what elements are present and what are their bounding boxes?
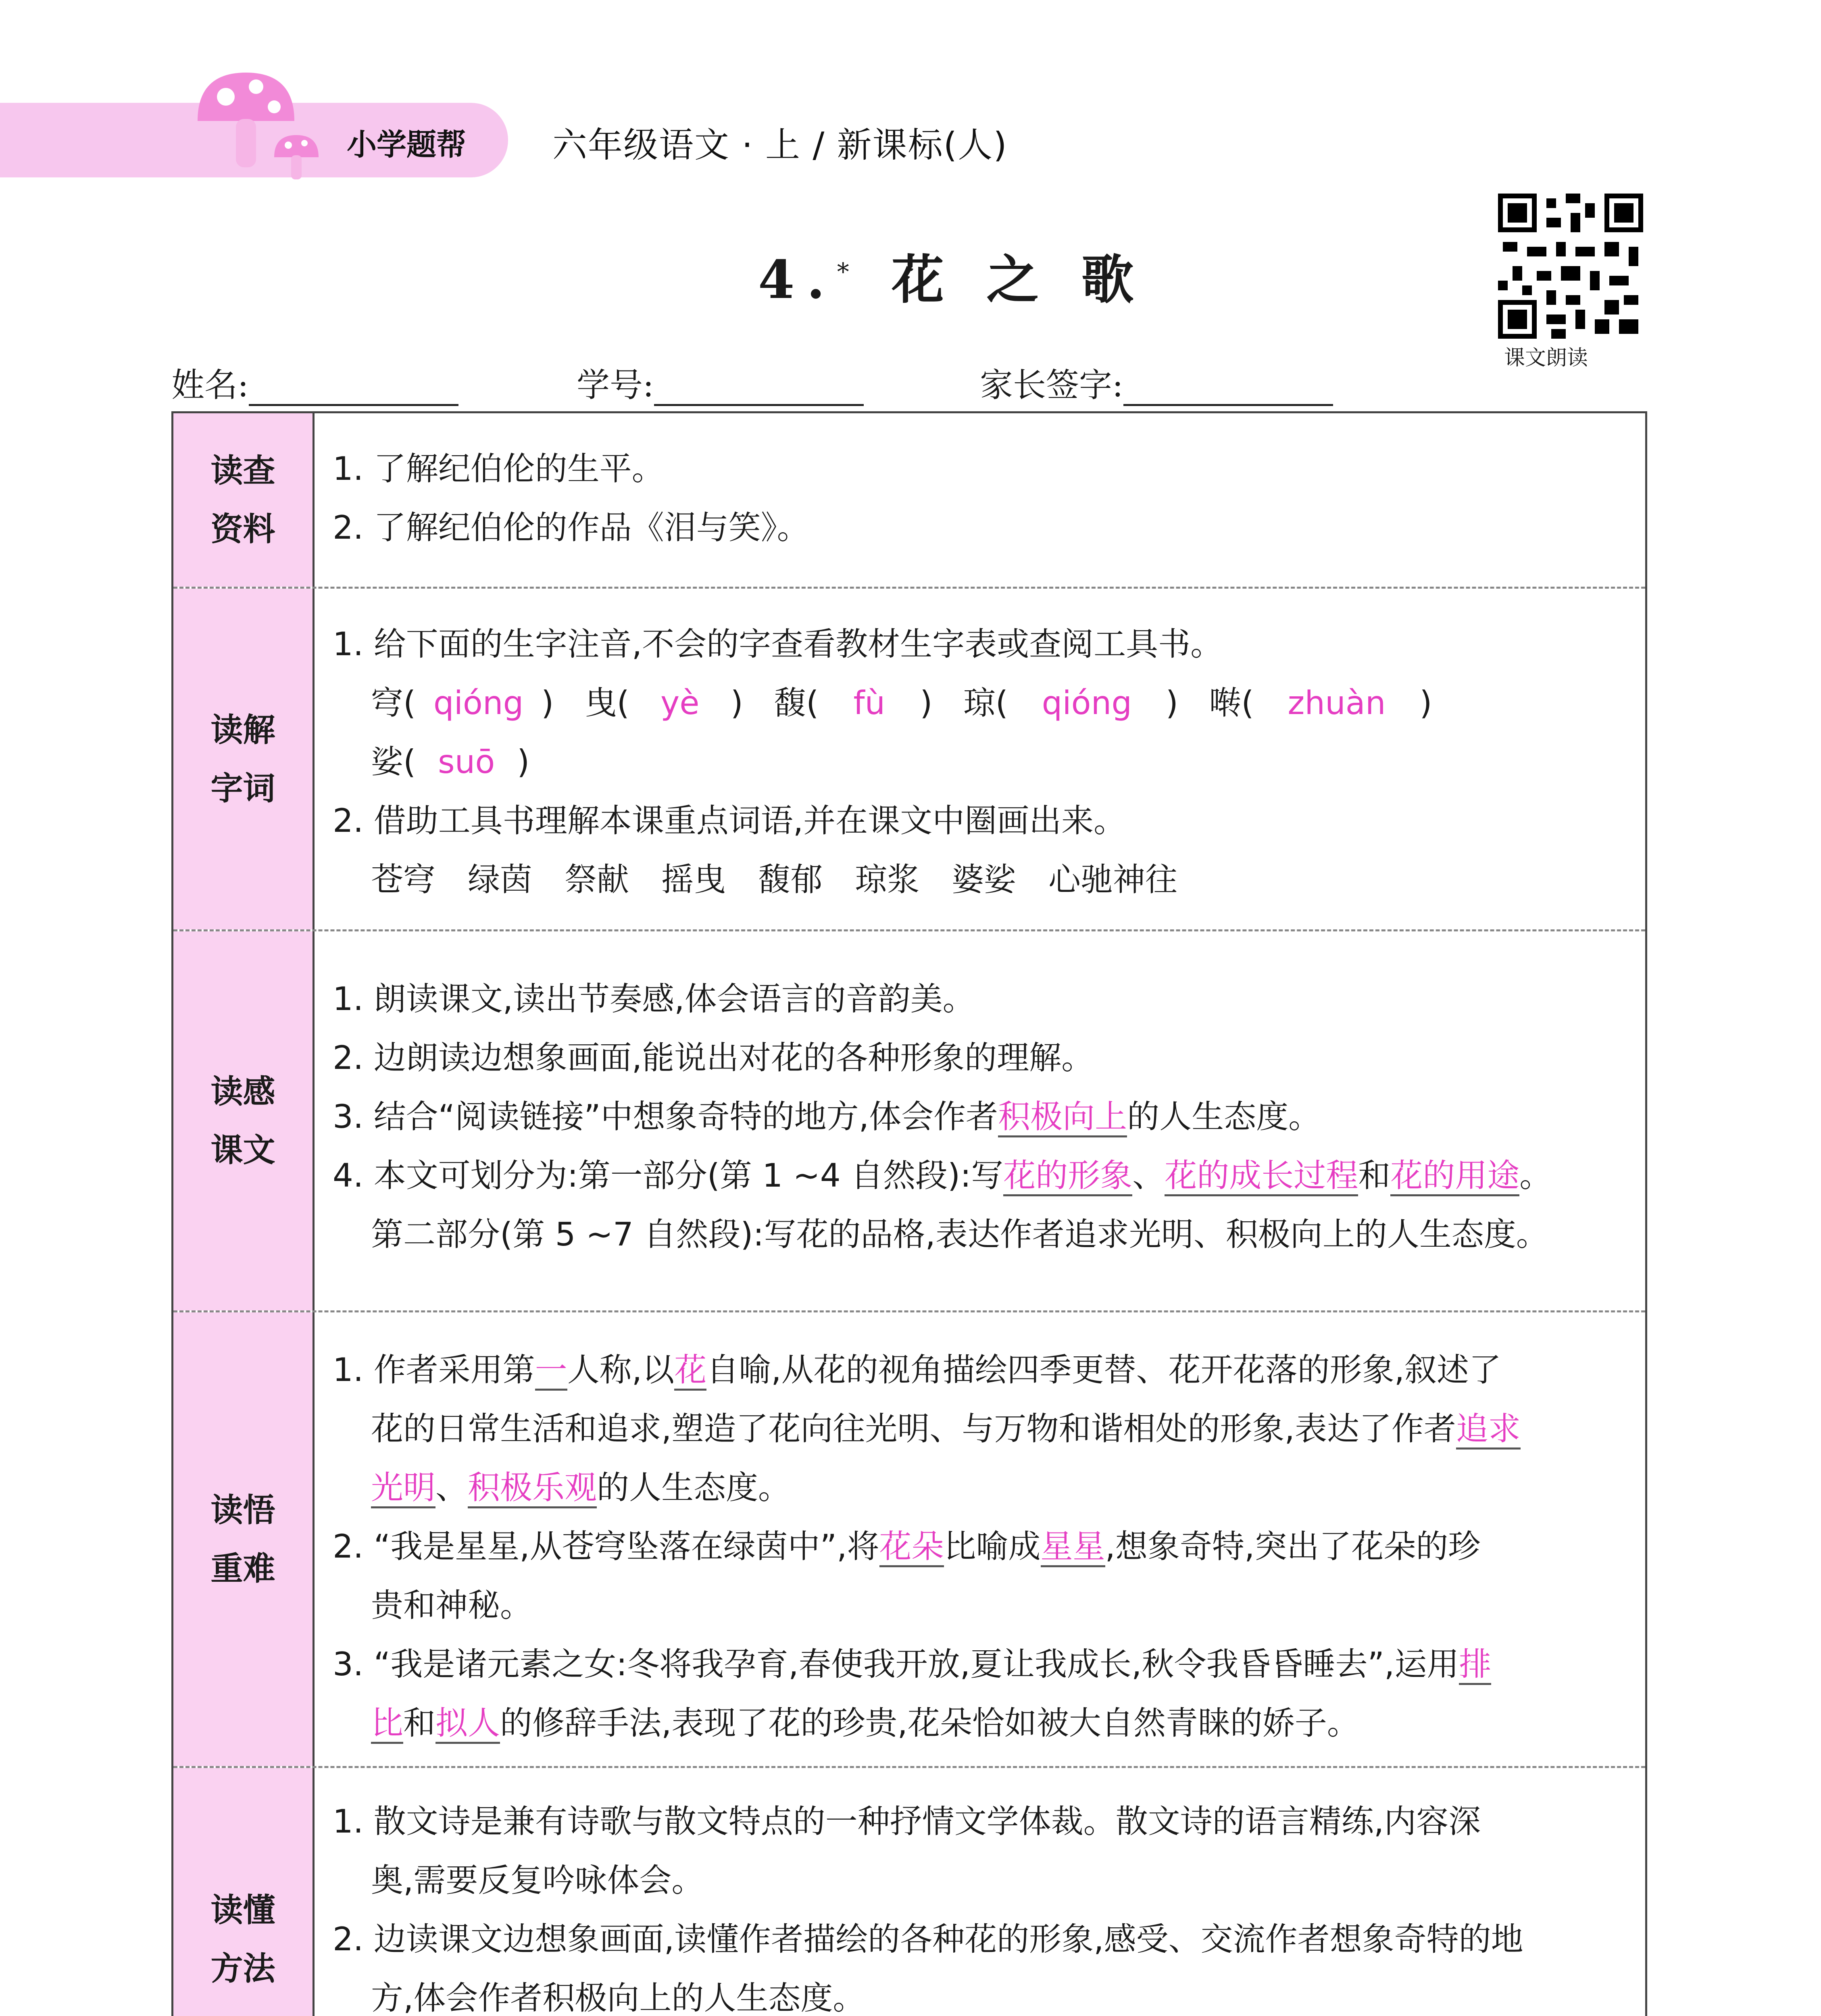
section-body: [333, 1341, 1629, 1753]
section-header-line: 读悟: [210, 1491, 275, 1529]
text: 、: [1132, 1157, 1165, 1194]
answer[interactable]: 花朵: [879, 1528, 944, 1567]
char: 琼: [963, 684, 996, 722]
section-header-line: 课文: [210, 1131, 275, 1169]
text: 和: [1358, 1157, 1391, 1194]
item-text: 1. 散文诗是兼有诗歌与散文特点的一种抒情文学体裁。散文诗的语言精练,内容深: [333, 1803, 1481, 1840]
answer[interactable]: 追求: [1456, 1410, 1521, 1450]
item-text: [333, 1517, 1629, 1576]
answer[interactable]: 光明: [371, 1469, 435, 1508]
parent-label: 家长签字:: [980, 366, 1123, 404]
answer[interactable]: 一: [535, 1351, 567, 1391]
item-text: 1. 朗读课文,读出节奏感,体会语言的音韵美。: [333, 980, 975, 1018]
pinyin-answer[interactable]: suō: [438, 743, 495, 781]
char: 曳: [584, 684, 617, 722]
section-body: [333, 970, 1629, 1264]
item-text: 2. 边读课文边想象画面,读懂作者描绘的各种花的形象,感受、交流作者想象奇特的地: [333, 1920, 1523, 1958]
name-field[interactable]: [171, 359, 458, 406]
text: 3. 结合“阅读链接”中想象奇特的地方,体会作者: [333, 1098, 998, 1135]
answer[interactable]: 花的形象: [1003, 1157, 1132, 1196]
section-header-line: 重难: [210, 1549, 275, 1587]
item-text: 1. 给下面的生字注音,不会的字查看教材生字表或查阅工具书。: [333, 625, 1223, 663]
section-body: [333, 615, 1629, 909]
section-research: [173, 413, 1645, 587]
section-header: [173, 589, 315, 929]
book-series: 六年级语文 · 上 ∕ 新课标(人): [552, 125, 1008, 165]
section-header-line: 资料: [210, 510, 275, 548]
qr-label: 课文朗读: [1504, 346, 1588, 370]
preview-table: [171, 411, 1647, 2016]
text: ,想象奇特,突出了花朵的珍: [1105, 1528, 1481, 1565]
section-difficulties: [173, 1310, 1645, 1766]
text: 4. 本文可划分为:第一部分(第 1 ~4 自然段):写: [333, 1157, 1004, 1194]
char: 啭: [1209, 684, 1242, 722]
item-text: [333, 1400, 1629, 1458]
item-text: [333, 1694, 1629, 1753]
char: 娑: [371, 743, 403, 781]
section-header-line: 方法: [210, 1950, 275, 1987]
section-body: [333, 1792, 1629, 2016]
text: 比喻成: [944, 1528, 1041, 1565]
pinyin-answer[interactable]: qióng: [433, 684, 524, 722]
id-label: 学号:: [577, 366, 654, 404]
char: 穹: [371, 684, 403, 722]
pinyin-answer[interactable]: yè: [660, 684, 700, 722]
text: 、: [435, 1469, 468, 1506]
text: 的人生态度。: [1127, 1098, 1321, 1135]
section-words: [173, 587, 1645, 929]
pinyin-row: 娑( suō ): [333, 733, 1629, 791]
id-blank[interactable]: [654, 376, 864, 406]
lesson-title: [758, 238, 1146, 313]
answer[interactable]: 花的用途: [1390, 1157, 1519, 1196]
lesson-name: 花 之 歌: [891, 249, 1146, 310]
optional-star: *: [837, 258, 861, 286]
text: 的人生态度。: [597, 1469, 790, 1506]
section-header-line: 读懂: [210, 1891, 275, 1929]
text: 花的日常生活和追求,塑造了花向往光明、与万物和谐相处的形象,表达了作者: [371, 1410, 1456, 1447]
text: 的修辞手法,表现了花的珍贵,花朵恰如被大自然青睐的娇子。: [500, 1704, 1359, 1742]
id-field[interactable]: [577, 359, 864, 406]
section-methods: [173, 1766, 1645, 2016]
item-text: 2. 边朗读边想象画面,能说出对花的各种形象的理解。: [333, 1039, 1094, 1077]
section-header-line: 读感: [210, 1073, 275, 1110]
pinyin-row: 穹( qióng ) 曳( yè ) 馥( fù ) 琼( qióng ) 啭( zhuàn ): [333, 674, 1629, 733]
text: 人称,以: [567, 1351, 675, 1389]
brand-name: 小学题帮: [347, 127, 466, 162]
section-body: [333, 439, 1629, 557]
name-label: 姓名:: [171, 366, 249, 404]
section-header-line: 读查: [210, 452, 275, 489]
section-header: [173, 1312, 315, 1766]
answer[interactable]: 积极向上: [998, 1098, 1127, 1137]
answer[interactable]: 排: [1459, 1645, 1491, 1685]
name-blank[interactable]: [249, 376, 458, 406]
key-words: 苍穹 绿茵 祭献 摇曳 馥郁 琼浆 婆娑 心驰神往: [371, 861, 1177, 898]
text: 2. “我是星星,从苍穹坠落在绿茵中”,将: [333, 1528, 879, 1565]
pinyin-answer[interactable]: fù: [853, 684, 885, 722]
answer[interactable]: 星星: [1041, 1528, 1105, 1567]
text: 和: [403, 1704, 435, 1742]
answer[interactable]: 花: [674, 1351, 706, 1391]
item-text: 1. 了解纪伯伦的生平。: [333, 450, 664, 487]
pinyin-answer[interactable]: zhuàn: [1288, 684, 1386, 722]
item-text: [333, 1341, 1629, 1400]
text: 1. 作者采用第: [333, 1351, 535, 1389]
mushroom-logo-icon: [190, 65, 343, 185]
item-text: 贵和神秘。: [371, 1587, 532, 1624]
qr-code-icon[interactable]: [1498, 194, 1643, 339]
pinyin-answer[interactable]: qióng: [1042, 684, 1132, 722]
answer[interactable]: 比: [371, 1704, 403, 1744]
section-header-line: 字词: [210, 769, 275, 807]
section-header: [173, 931, 315, 1310]
answer[interactable]: 拟人: [435, 1704, 500, 1744]
text: 自喻,从花的视角描绘四季更替、花开花落的形象,叙述了: [706, 1351, 1502, 1389]
parent-blank[interactable]: [1123, 376, 1333, 406]
text: 。: [1519, 1157, 1552, 1194]
section-header-line: 读解: [210, 711, 275, 749]
text: 3. “我是诸元素之女:冬将我孕育,春使我开放,夏让我成长,秋令我昏昏睡去”,运用: [333, 1645, 1459, 1683]
item-text: 第二部分(第 5 ~7 自然段):写花的品格,表达作者追求光明、积极向上的人生态度。: [371, 1216, 1548, 1253]
char: 馥: [774, 684, 806, 722]
section-header: [173, 413, 315, 587]
item-text: 2. 了解纪伯伦的作品《泪与笑》。: [333, 509, 809, 546]
section-reading: [173, 929, 1645, 1310]
item-text: [333, 1146, 1629, 1205]
item-text: [333, 1087, 1629, 1146]
item-text: [333, 1635, 1629, 1694]
answer[interactable]: 积极乐观: [468, 1469, 597, 1508]
lesson-number: 4.: [758, 249, 837, 310]
item-text: [333, 1458, 1629, 1517]
item-text: 2. 借助工具书理解本课重点词语,并在课文中圈画出来。: [333, 802, 1126, 839]
parent-signature-field[interactable]: [980, 359, 1333, 406]
item-text: 方,体会作者积极向上的人生态度。: [371, 1979, 865, 2016]
answer[interactable]: 花的成长过程: [1165, 1157, 1358, 1196]
item-text: 奥,需要反复吟咏体会。: [371, 1862, 704, 1899]
section-header: [173, 1768, 315, 2016]
